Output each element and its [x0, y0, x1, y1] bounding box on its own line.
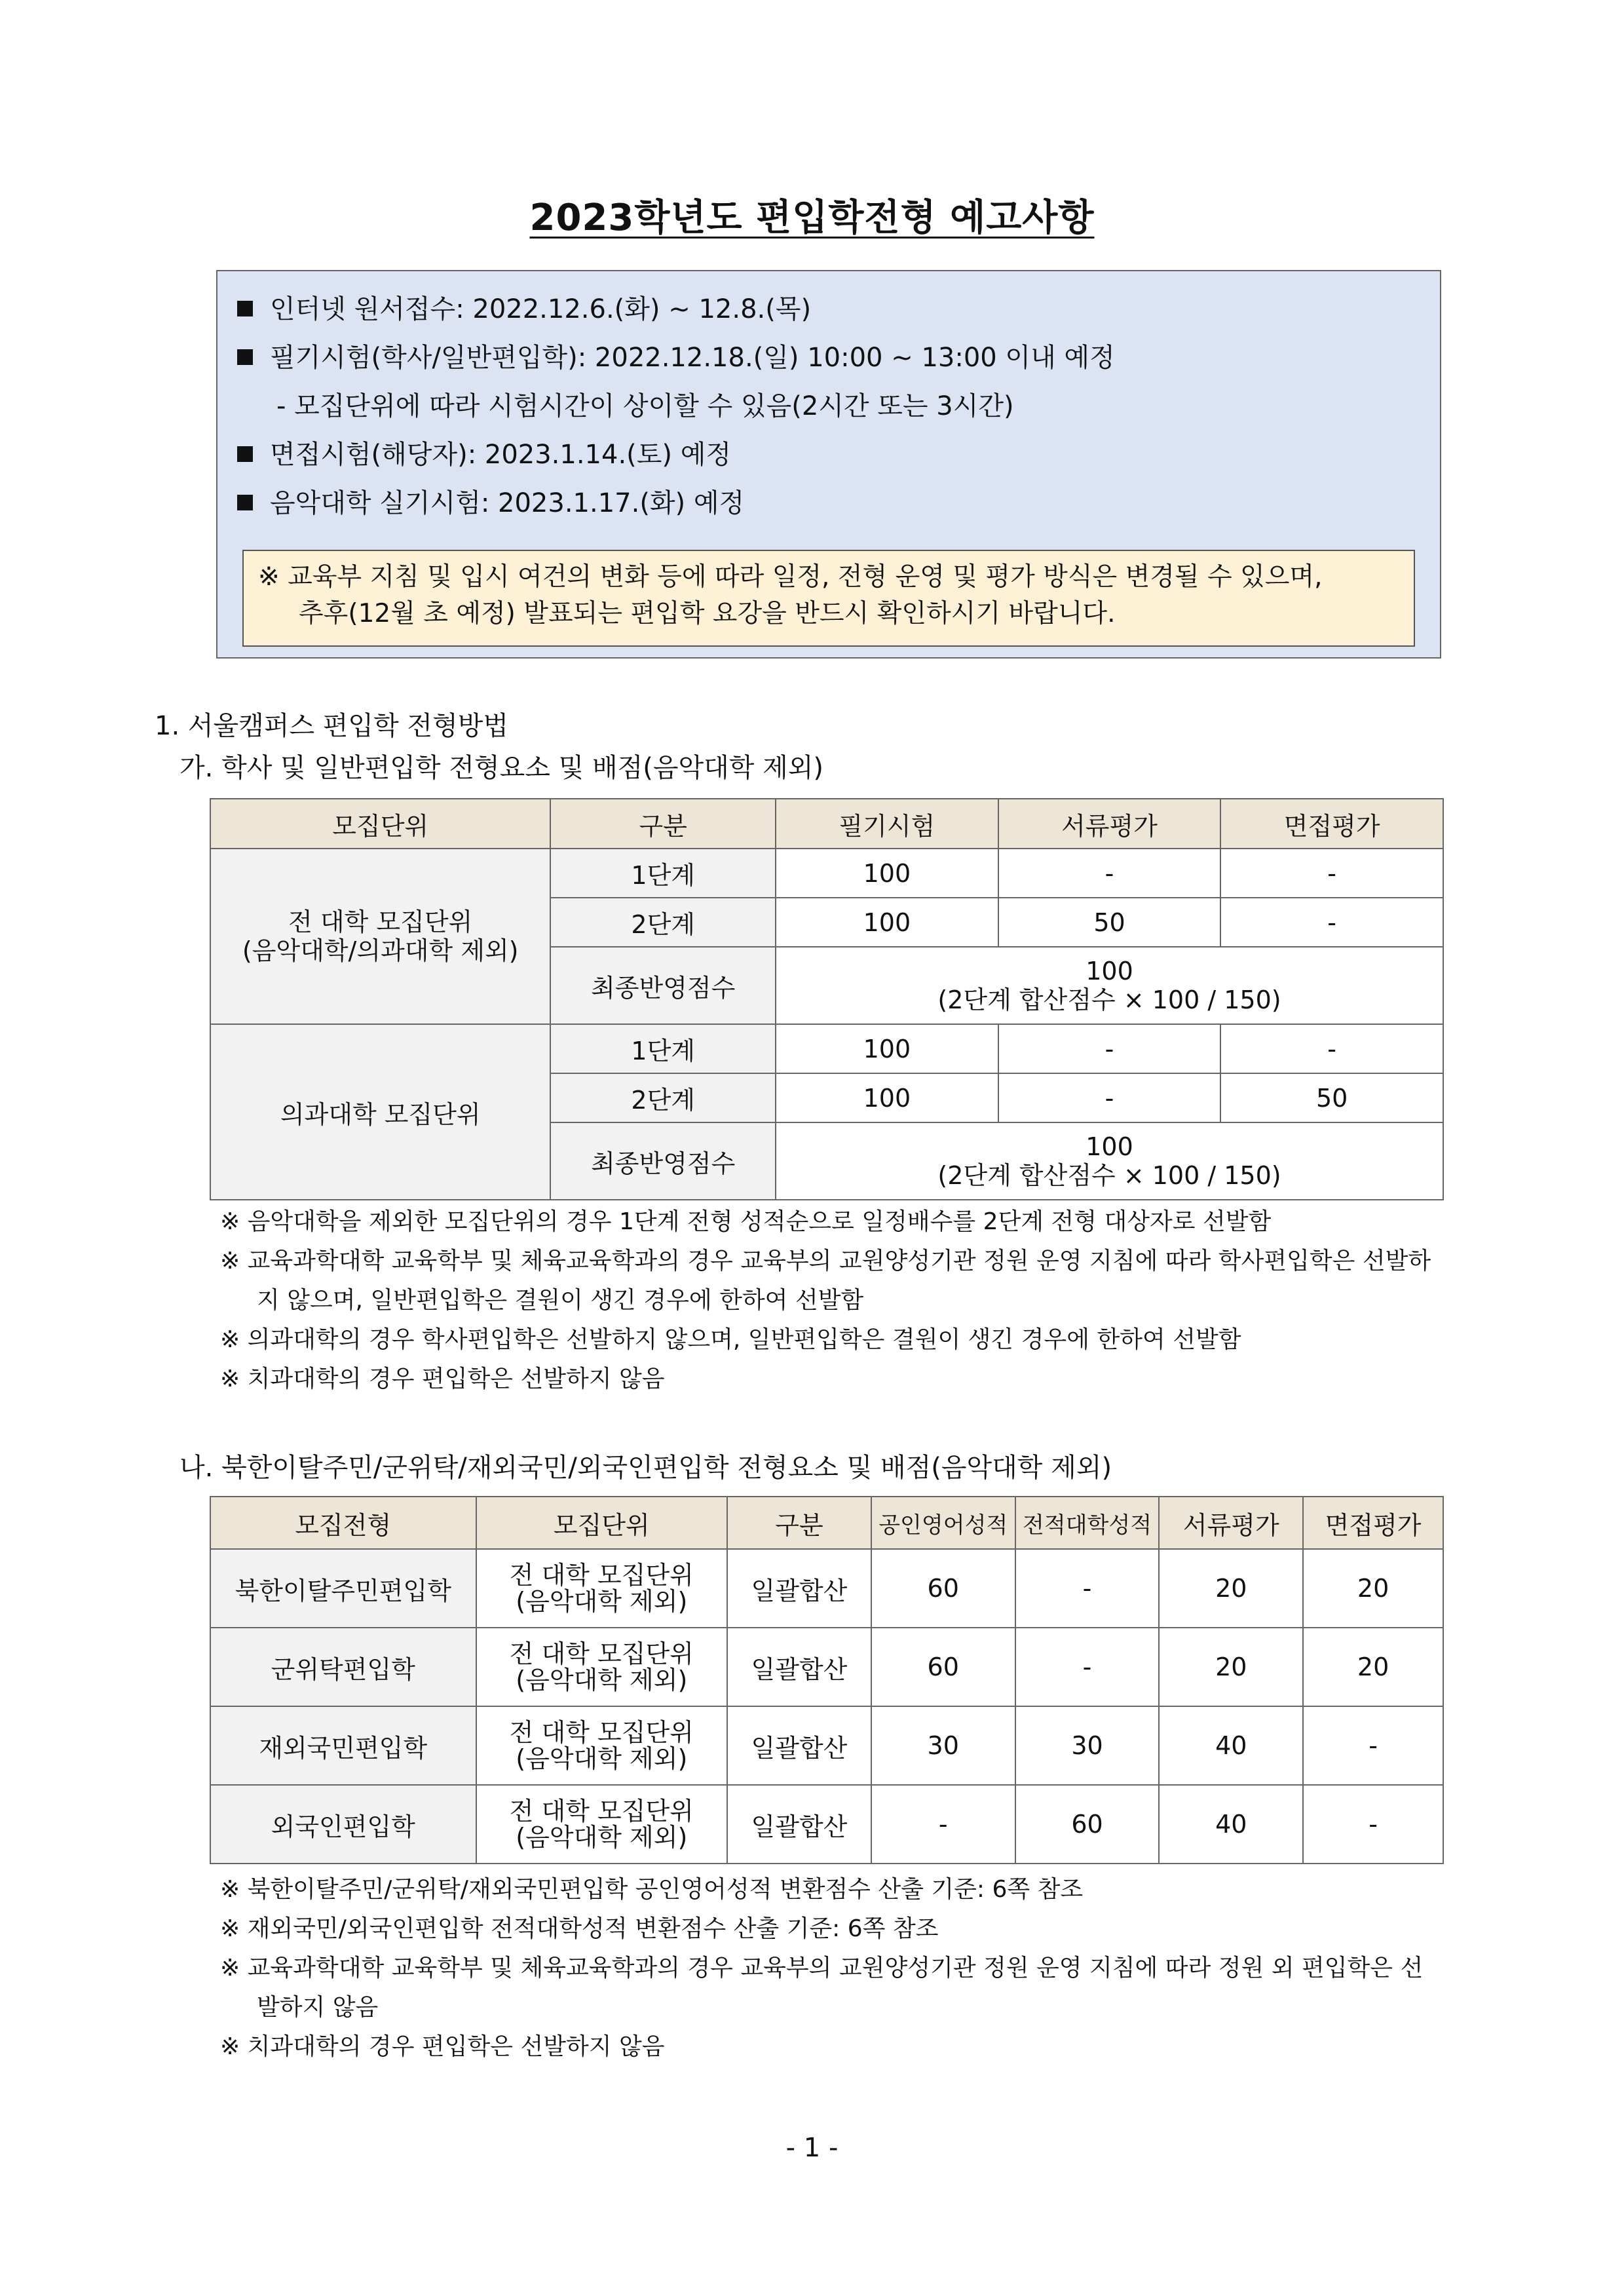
unit-cell: 의과대학 모집단위: [210, 1024, 550, 1200]
score-cell: -: [1015, 1628, 1160, 1706]
section-heading: 1. 서울캠퍼스 편입학 전형방법: [155, 711, 508, 741]
footnote: 발하지 않음: [257, 1994, 379, 2021]
stage-cell: 2단계: [550, 1073, 776, 1122]
score-cell: 60: [871, 1628, 1015, 1706]
schedule-notice-box: [216, 270, 1441, 659]
score-cell: -: [1220, 1024, 1443, 1073]
score-cell: 20: [1159, 1628, 1303, 1706]
score-cell: -: [998, 1024, 1221, 1073]
admission-type-cell: 군위탁편입학: [210, 1628, 476, 1706]
unit-cell: 전 대학 모집단위 (음악대학 제외): [476, 1706, 728, 1785]
unit-cell: 전 대학 모집단위 (음악대학 제외): [476, 1785, 728, 1864]
notice-item: 음악대학 실기시험: 2023.1.17.(화) 예정: [237, 482, 744, 520]
header-cell: 전적대학성적: [1015, 1497, 1160, 1549]
table-row: [210, 1785, 1443, 1864]
header-cell: 공인영어성적: [871, 1497, 1015, 1549]
footnote: ※ 재외국민/외국인편입학 전적대학성적 변환점수 산출 기준: 6쪽 참조: [220, 1915, 939, 1942]
score-cell: 20: [1159, 1549, 1303, 1628]
score-cell: 50: [1220, 1073, 1443, 1122]
kind-cell: 일괄합산: [727, 1628, 871, 1706]
notice-item: 면접시험(해당자): 2023.1.14.(토) 예정: [237, 434, 731, 471]
page-title: 2023학년도 편입학전형 예고사항: [529, 197, 1095, 239]
header-cell: 면접평가: [1303, 1497, 1443, 1549]
score-table-general: [210, 798, 1444, 1200]
square-bullet-icon: [237, 495, 253, 510]
header-cell: 모집전형: [210, 1497, 476, 1549]
score-cell: 50: [998, 898, 1221, 947]
subsection-heading: 나. 북한이탈주민/군위탁/재외국민/외국인편입학 전형요소 및 배점(음악대학 제외): [179, 1453, 1112, 1483]
header-cell: 구분: [727, 1497, 871, 1549]
kind-cell: 일괄합산: [727, 1785, 871, 1864]
caution-box: [242, 550, 1415, 647]
score-cell: -: [1303, 1785, 1443, 1864]
score-cell: 100: [776, 1024, 998, 1073]
square-bullet-icon: [237, 301, 253, 316]
score-table-special: [210, 1496, 1444, 1864]
stage-cell: 2단계: [550, 898, 776, 947]
table-row: [210, 1628, 1443, 1706]
header-cell: 필기시험: [776, 799, 998, 849]
admission-type-cell: 재외국민편입학: [210, 1706, 476, 1785]
final-score-cell: 100 (2단계 합산점수 × 100 / 150): [776, 1122, 1443, 1200]
header-cell: 구분: [550, 799, 776, 849]
header-cell: 면접평가: [1220, 799, 1443, 849]
footnote: ※ 북한이탈주민/군위탁/재외국민편입학 공인영어성적 변환점수 산출 기준: 6쪽 참조: [220, 1876, 1084, 1903]
score-cell: -: [1015, 1549, 1160, 1628]
caution-line: ※ 교육부 지침 및 입시 여건의 변화 등에 따라 일정, 전형 운영 및 평가 방식은 변경될 수 있으며,: [258, 562, 1323, 592]
unit-cell: 전 대학 모집단위 (음악대학 제외): [476, 1628, 728, 1706]
admission-type-cell: 북한이탈주민편입학: [210, 1549, 476, 1628]
footnote: ※ 교육과학대학 교육학부 및 체육교육학과의 경우 교육부의 교원양성기관 정원 운영 지침에 따라 정원 외 편입학은 선: [220, 1955, 1424, 1981]
score-cell: 60: [871, 1549, 1015, 1628]
score-cell: 100: [776, 1073, 998, 1122]
admission-type-cell: 외국인편입학: [210, 1785, 476, 1864]
score-cell: 100: [776, 898, 998, 947]
kind-cell: 일괄합산: [727, 1549, 871, 1628]
stage-cell: 최종반영점수: [550, 947, 776, 1024]
header-cell: 모집단위: [476, 1497, 728, 1549]
score-cell: 100: [776, 849, 998, 898]
header-cell: 모집단위: [210, 799, 550, 849]
footnote: ※ 치과대학의 경우 편입학은 선발하지 않음: [220, 1366, 665, 1392]
kind-cell: 일괄합산: [727, 1706, 871, 1785]
square-bullet-icon: [237, 446, 253, 462]
unit-cell: 전 대학 모집단위 (음악대학 제외): [476, 1549, 728, 1628]
notice-item: 인터넷 원서접수: 2022.12.6.(화) ~ 12.8.(목): [237, 288, 811, 326]
unit-cell: 전 대학 모집단위 (음악대학/의과대학 제외): [210, 849, 550, 1024]
stage-cell: 최종반영점수: [550, 1122, 776, 1200]
score-cell: -: [1303, 1706, 1443, 1785]
score-cell: -: [998, 849, 1221, 898]
score-cell: -: [1220, 898, 1443, 947]
square-bullet-icon: [237, 349, 253, 365]
table-row: [210, 1706, 1443, 1785]
table-row: [210, 1549, 1443, 1628]
header-cell: 서류평가: [1159, 1497, 1303, 1549]
subsection-heading: 가. 학사 및 일반편입학 전형요소 및 배점(음악대학 제외): [179, 753, 824, 783]
caution-line: 추후(12월 초 예정) 발표되는 편입학 요강을 반드시 확인하시기 바랍니다.: [299, 599, 1116, 628]
footnote: ※ 의과대학의 경우 학사편입학은 선발하지 않으며, 일반편입학은 결원이 생긴 경우에 한하여 선발함: [220, 1326, 1241, 1353]
stage-cell: 1단계: [550, 1024, 776, 1073]
score-cell: 20: [1303, 1628, 1443, 1706]
footnote: ※ 교육과학대학 교육학부 및 체육교육학과의 경우 교육부의 교원양성기관 정원 운영 지침에 따라 학사편입학은 선발하: [220, 1248, 1431, 1274]
footnote: ※ 음악대학을 제외한 모집단위의 경우 1단계 전형 성적순으로 일정배수를 2단계 전형 대상자로 선발함: [220, 1208, 1272, 1235]
score-cell: -: [998, 1073, 1221, 1122]
final-score-cell: 100 (2단계 합산점수 × 100 / 150): [776, 947, 1443, 1024]
stage-cell: 1단계: [550, 849, 776, 898]
score-cell: 20: [1303, 1549, 1443, 1628]
score-cell: -: [871, 1785, 1015, 1864]
header-cell: 서류평가: [998, 799, 1221, 849]
page-number: - 1 -: [785, 2133, 839, 2163]
score-cell: 40: [1159, 1785, 1303, 1864]
score-cell: 60: [1015, 1785, 1160, 1864]
notice-subitem: - 모집단위에 따라 시험시간이 상이할 수 있음(2시간 또는 3시간): [276, 391, 1014, 421]
score-cell: -: [1220, 849, 1443, 898]
footnote: 지 않으며, 일반편입학은 결원이 생긴 경우에 한하여 선발함: [257, 1287, 864, 1314]
notice-item: 필기시험(학사/일반편입학): 2022.12.18.(일) 10:00 ~ 13:00 이내 예정: [237, 337, 1115, 374]
score-cell: 30: [1015, 1706, 1160, 1785]
score-cell: 30: [871, 1706, 1015, 1785]
footnote: ※ 치과대학의 경우 편입학은 선발하지 않음: [220, 2033, 665, 2060]
score-cell: 40: [1159, 1706, 1303, 1785]
